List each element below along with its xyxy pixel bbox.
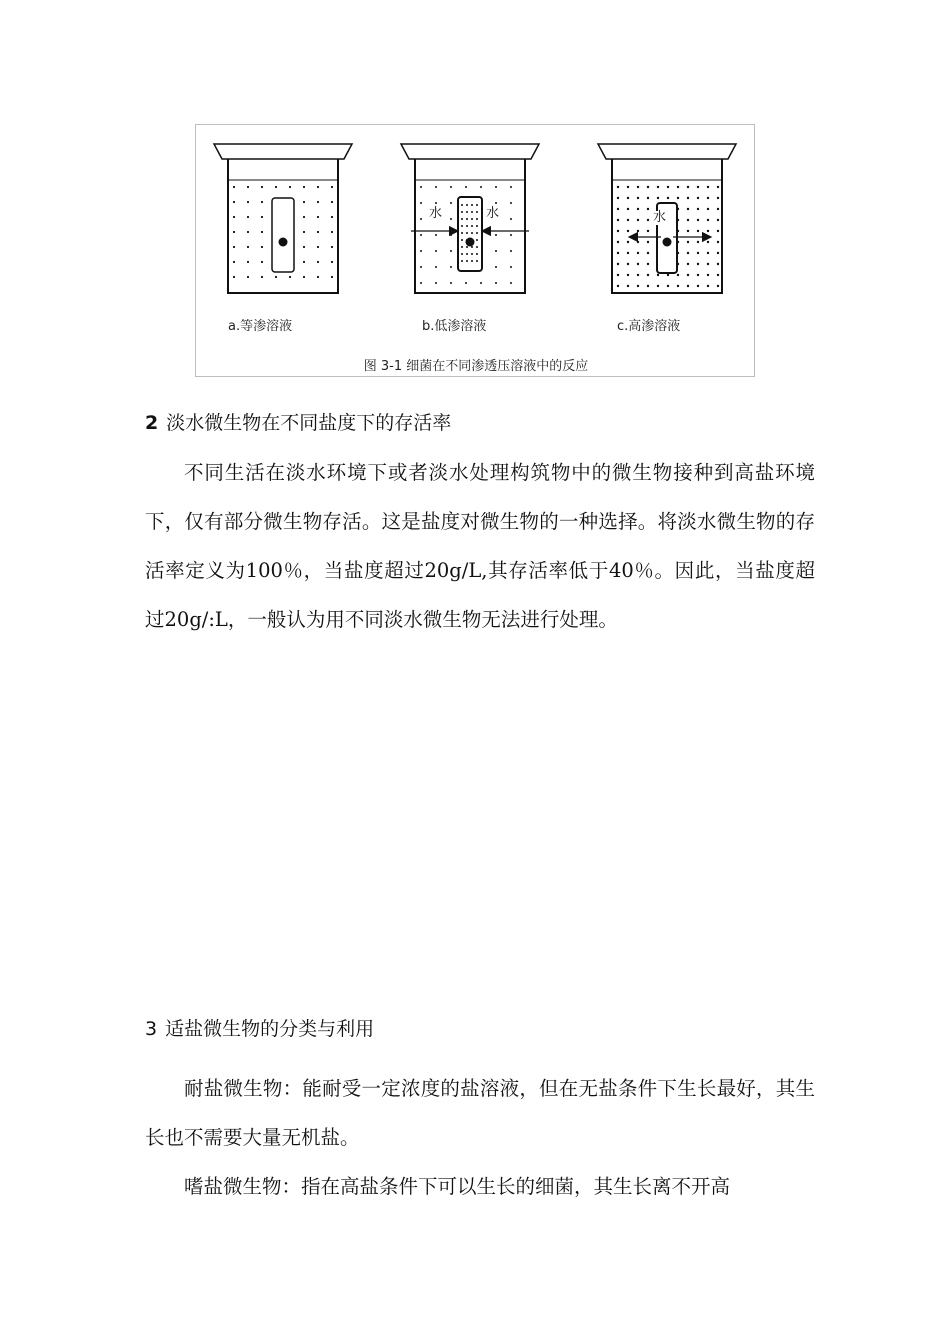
- section-3-title: 适盐微生物的分类与利用: [165, 1018, 375, 1040]
- section-2-title: 淡水微生物在不同盐度下的存活率: [166, 412, 452, 434]
- section-3-paragraph-1: 耐盐微生物：能耐受一定浓度的盐溶液，但在无盐条件下生长最好，其生长也不需要大量无机盐。: [145, 1077, 815, 1149]
- beaker-a-rim: [214, 144, 352, 159]
- section-2-number: 2: [145, 412, 159, 434]
- section-2-heading: [145, 408, 451, 435]
- nucleus-b: [466, 238, 475, 247]
- beaker-b-rim: [401, 144, 539, 159]
- beaker-label-b: b.低渗溶液: [422, 319, 487, 334]
- water-label-c: 水: [653, 210, 667, 225]
- beaker-c-rim: [598, 144, 736, 159]
- nucleus-a: [279, 238, 288, 247]
- water-label-b-right: 水: [486, 206, 500, 221]
- section-3-paragraph-2: 嗜盐微生物：指在高盐条件下可以生长的细菌，其生长离不开高: [184, 1175, 731, 1198]
- cell-a: [272, 198, 294, 272]
- water-label-b-left: 水: [429, 206, 443, 221]
- section-3-number: 3: [145, 1018, 158, 1040]
- beaker-label-a: a.等渗溶液: [228, 319, 293, 334]
- osmotic-figure: [195, 124, 755, 377]
- section-3-heading: [145, 1014, 374, 1041]
- nucleus-c: [663, 238, 672, 247]
- cell-b: [458, 197, 482, 271]
- beaker-diagram: [196, 125, 754, 376]
- figure-caption: 图 3-1 细菌在不同渗透压溶液中的反应: [363, 359, 589, 374]
- section-2-paragraph: 不同生活在淡水环境下或者淡水处理构筑物中的微生物接种到高盐环境下，仅有部分微生物存活。这是盐度对微生物的一种选择。将淡水微生物的存活率定义为100％，当盐度超过20g/L,其存活率低于40％。因此，当盐度超过20g/:L，一般认为用不同淡水微生物无法进行处理。: [145, 461, 815, 631]
- beaker-label-c: c.高渗溶液: [617, 319, 681, 334]
